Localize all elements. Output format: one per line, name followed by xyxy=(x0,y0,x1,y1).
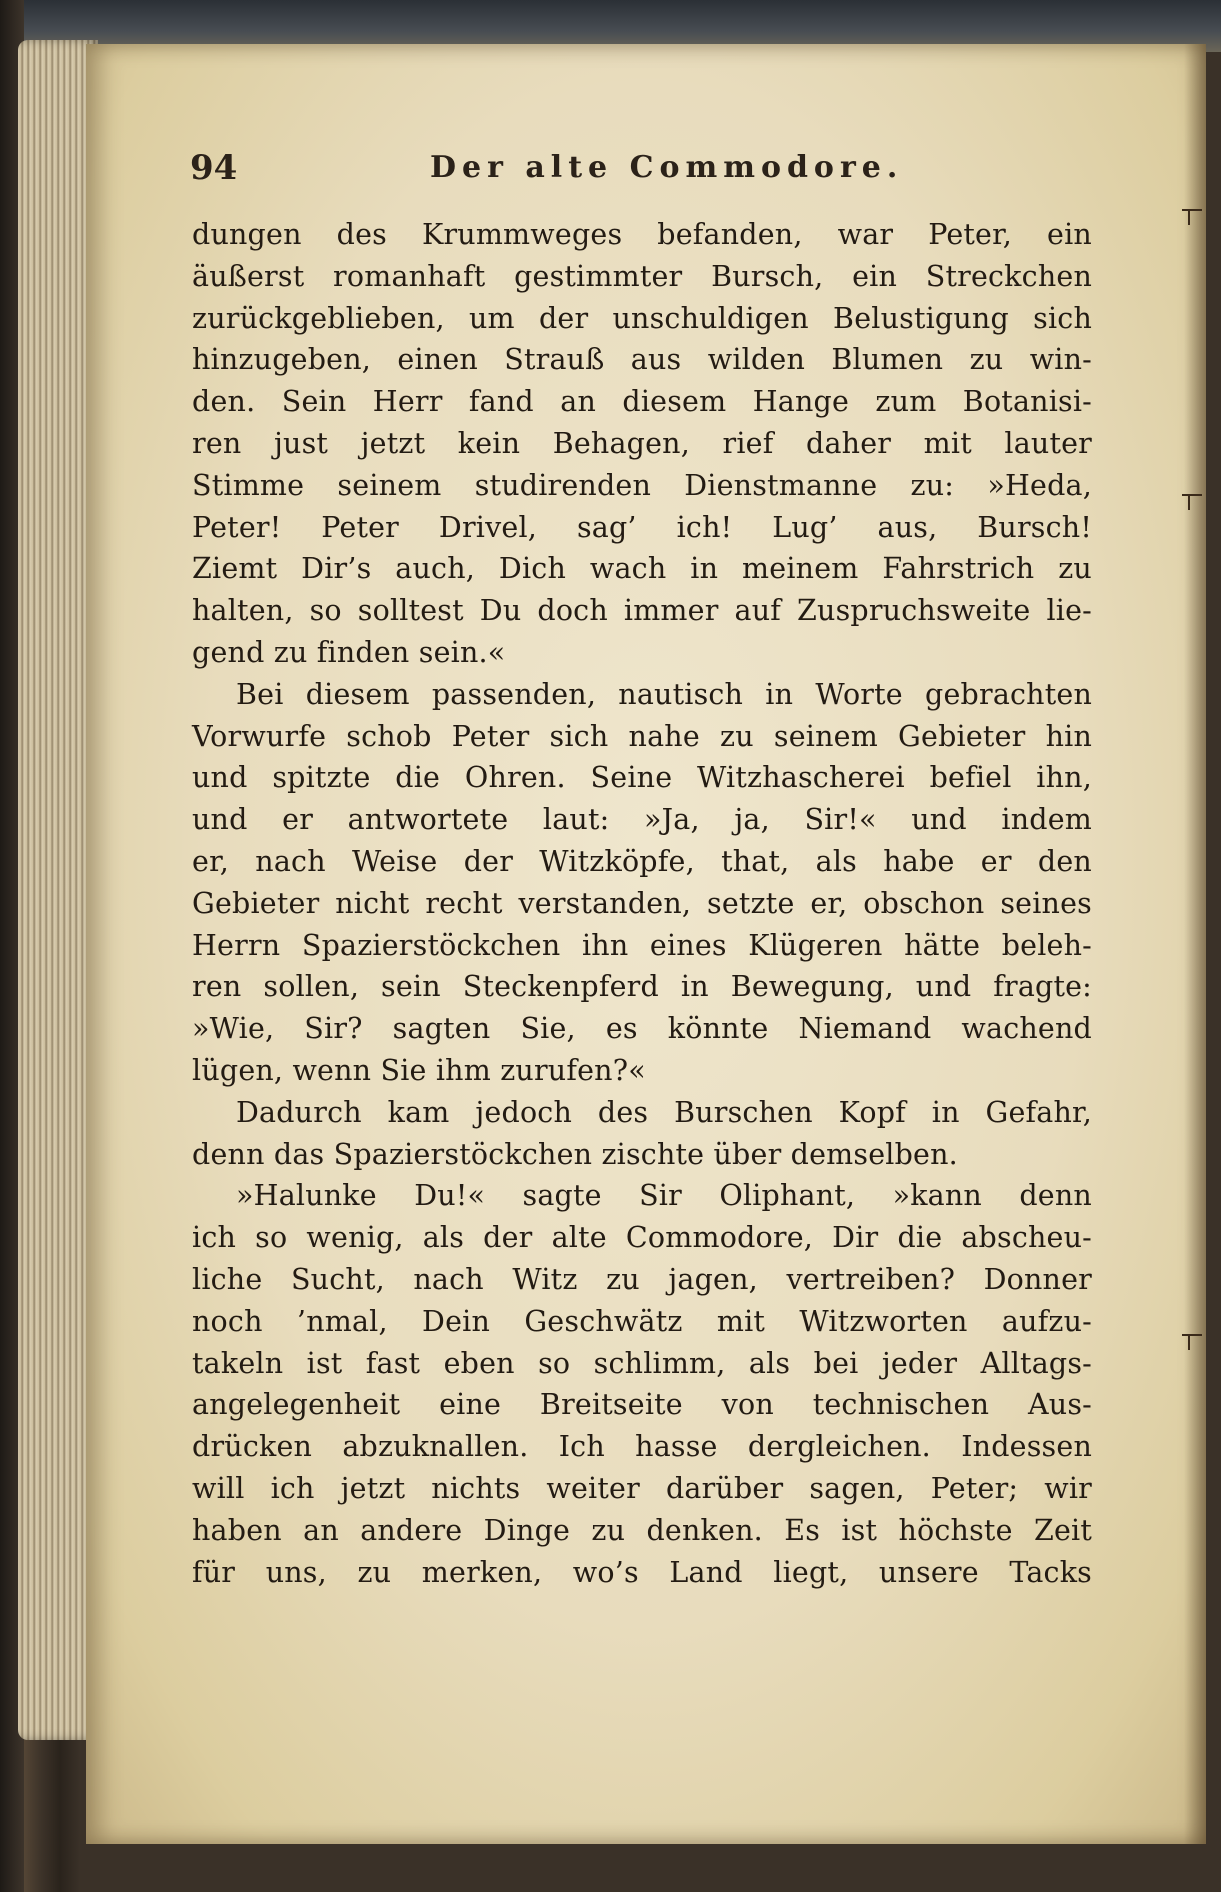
text-line: und er antwortete laut: »Ja, ja, Sir!« und indem xyxy=(192,803,1092,837)
text-line: Herrn Spazierstöckchen ihn eines Klügeren hätte beleh- xyxy=(192,928,1092,962)
text-line: hinzugeben, einen Strauß aus wilden Blumen zu win- xyxy=(192,343,1092,377)
text-line: will ich jetzt nichts weiter darüber sagen, Peter; wir xyxy=(192,1471,1092,1505)
text-line: halten, so solltest Du doch immer auf Zuspruchsweite lie- xyxy=(192,594,1092,628)
text-line: »Wie, Sir? sagten Sie, es könnte Niemand wachend xyxy=(192,1012,1092,1046)
text-line: Bei diesem passenden, nautisch in Worte gebrachten xyxy=(236,677,1092,711)
text-line: »Halunke Du!« sagte Sir Oliphant, »kann denn xyxy=(236,1179,1092,1213)
text-line: ich so wenig, als der alte Commodore, Dir die abscheu- xyxy=(192,1221,1092,1255)
text-line: zurückgeblieben, um der unschuldigen Belustigung sich xyxy=(192,301,1092,335)
text-line: Dadurch kam jedoch des Burschen Kopf in Gefahr, xyxy=(236,1095,1092,1129)
text-line: haben an andere Dinge zu denken. Es ist höchste Zeit xyxy=(192,1513,1092,1547)
page-gutter-shadow xyxy=(1184,44,1206,1844)
text-line: und spitzte die Ohren. Seine Witzhascherei befiel ihn, xyxy=(192,761,1092,795)
text-line: für uns, zu merken, wo’s Land liegt, unsere Tacks xyxy=(192,1555,1092,1589)
text-line: ren sollen, sein Steckenpferd in Bewegung, und fragte: xyxy=(192,970,1092,1004)
text-line: angelegenheit eine Breitseite von technischen Aus- xyxy=(192,1388,1092,1422)
text-line: äußerst romanhaft gestimmter Bursch, ein Streckchen xyxy=(192,259,1092,293)
text-line: gend zu finden sein.« xyxy=(192,635,506,669)
margin-mark xyxy=(1182,494,1202,496)
text-line: lügen, wenn Sie ihm zurufen?« xyxy=(192,1053,646,1087)
page-number: 94 xyxy=(190,148,238,188)
text-line: dungen des Krummweges befanden, war Peter, ein xyxy=(192,218,1092,251)
margin-mark xyxy=(1182,1334,1202,1336)
text-line: Stimme seinem studirenden Dienstmanne zu: »Heda, xyxy=(192,468,1092,502)
text-line: Gebieter nicht recht verstanden, setzte er, obschon seines xyxy=(192,886,1092,920)
text-line: denn das Spazierstöckchen zischte über demselben. xyxy=(192,1137,958,1171)
text-line: drücken abzuknallen. Ich hasse dergleichen. Indessen xyxy=(192,1430,1092,1464)
text-line: Ziemt Dir’s auch, Dich wach in meinem Fahrstrich zu xyxy=(192,552,1092,586)
text-line: ren just jetzt kein Behagen, rief daher mit lauter xyxy=(192,426,1092,460)
body-text xyxy=(192,214,1092,1593)
page-header xyxy=(190,148,990,198)
text-line: liche Sucht, nach Witz zu jagen, vertreiben? Donner xyxy=(192,1262,1092,1296)
margin-mark xyxy=(1182,209,1202,211)
text-line: Peter! Peter Drivel, sag’ ich! Lug’ aus, Bursch! xyxy=(192,510,1092,544)
running-head: Der alte Commodore. xyxy=(430,150,904,185)
text-line: noch ’nmal, Dein Geschwätz mit Witzworten aufzu- xyxy=(192,1304,1092,1338)
text-line: Vorwurfe schob Peter sich nahe zu seinem Gebieter hin xyxy=(192,719,1092,753)
text-line: er, nach Weise der Witzköpfe, that, als habe er den xyxy=(192,844,1092,878)
text-line: den. Sein Herr fand an diesem Hange zum Botanisi- xyxy=(192,385,1092,419)
text-line: takeln ist fast eben so schlimm, als bei jeder Alltags- xyxy=(192,1346,1092,1380)
